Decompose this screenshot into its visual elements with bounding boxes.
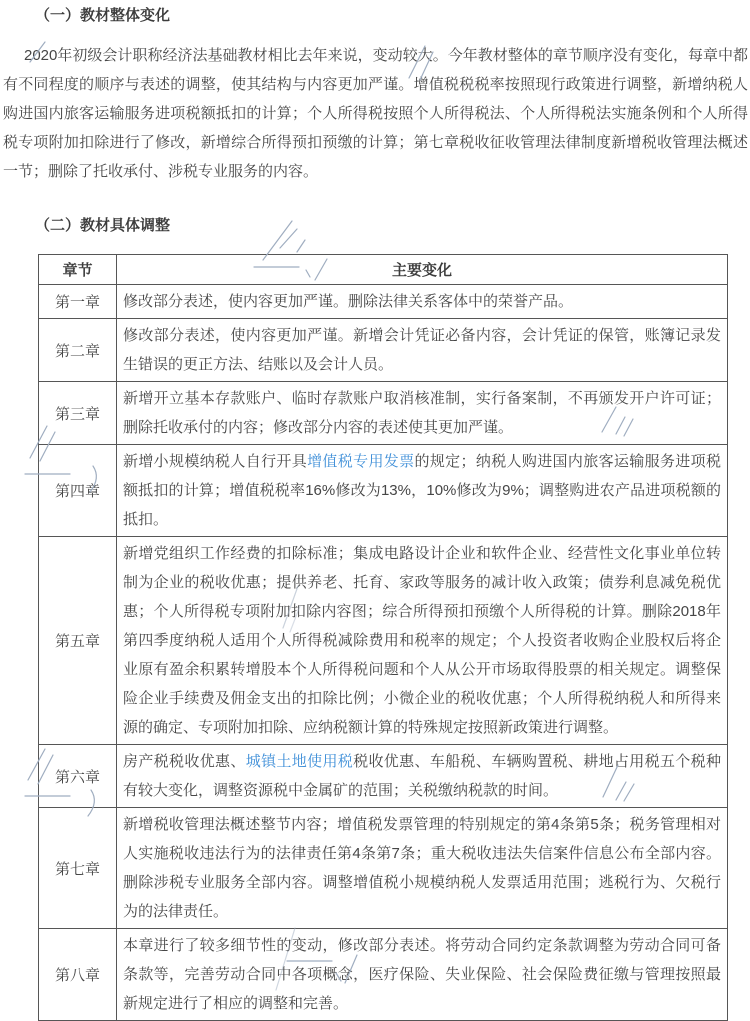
chapter-cell: 第一章: [39, 285, 117, 319]
changes-text: 的规定；纳税人购进国内旅客运输服务进项税额抵扣的计算；增值税税率16%修改为13%，10%修改为9%；调整购进农产品进项税额的抵扣。: [123, 453, 721, 528]
scribble-mark: [297, 240, 305, 252]
section-heading-overall-changes: （一）教材整体变化: [35, 7, 171, 24]
col-header-chapter: 章节: [39, 255, 117, 285]
chapter-cell: 第七章: [39, 808, 117, 929]
changes-cell: [117, 285, 728, 319]
changes-cell: [117, 445, 728, 537]
changes-text: 本章进行了较多细节性的变动，修改部分表述。将劳动合同约定条款调整为劳动合同可备条款等，完善劳动合同中各项概念，医疗保险、失业保险、社会保险费征缴与管理按照最新规定进行了相应的调整和完善。: [123, 937, 721, 1012]
changes-cell: [117, 537, 728, 745]
table-header-row: [39, 255, 728, 285]
table-row: [39, 745, 728, 808]
chapter-cell: 第五章: [39, 537, 117, 745]
chapter-cell: 第二章: [39, 319, 117, 382]
table-row: [39, 537, 728, 745]
overview-paragraph: 2020年初级会计职称经济法基础教材相比去年来说，变动较大。今年教材整体的章节顺序没有变化，每章中都有不同程度的顺序与表述的调整，使其结构与内容更加严谨。增值税税税率按照现行政策进行调整，新增纳税人购进国内旅客运输服务进项税额抵扣的计算；个人所得税按照个人所得税法、个人所得税法实施条例和个人所得税专项附加扣除进行了修改，新增综合所得预扣预缴的计算；第七章税收征收管理法律制度新增税收管理法概述一节；删除了托收承付、涉税专业服务的内容。: [3, 47, 748, 180]
section-heading-specific-adjustments: （二）教材具体调整: [35, 217, 171, 234]
changes-cell: [117, 745, 728, 808]
table-row: [39, 382, 728, 445]
changes-text: 新增党组织工作经费的扣除标准；集成电路设计企业和软件企业、经营性文化事业单位转制为企业的税收优惠；提供养老、托育、家政等服务的减计收入政策；债券利息减免税优惠；个人所得税专项附加扣除内容图；综合所得预扣预缴个人所得税的计算。删除2018年第四季度纳税人适用个人所得税减除费用和税率的规定；个人投资者收购企业股权后将企业原有盈余积累转增股本个人所得税问题和个人从公开市场取得股票的相关规定。调整保险企业手续费及佣金支出的扣除比例；小微企业的税收优惠；个人所得税纳税人和所得来源的确定、专项附加扣除、应纳税额计算的特殊规定按照新政策进行调整。: [123, 545, 721, 736]
chapter-cell: 第六章: [39, 745, 117, 808]
col-header-main-changes: 主要变化: [117, 255, 728, 285]
chapter-cell: 第三章: [39, 382, 117, 445]
changes-table-body: [39, 285, 728, 1021]
inline-term-link[interactable]: 增值税专用发票: [307, 453, 415, 470]
changes-text: 修改部分表述，使内容更加严谨。新增会计凭证必备内容，会计凭证的保管，账簿记录发生错误的更正方法、结账以及会计人员。: [123, 327, 721, 373]
table-row: [39, 929, 728, 1021]
changes-cell: [117, 319, 728, 382]
changes-text: 新增开立基本存款账户、临时存款账户取消核准制，实行备案制，不再颁发开户许可证；删除托收承付的内容；修改部分内容的表述使其更加严谨。: [123, 390, 721, 436]
chapter-cell: 第四章: [39, 445, 117, 537]
changes-text: 修改部分表述，使内容更加严谨。删除法律关系客体中的荣誉产品。: [123, 293, 574, 310]
changes-table: [38, 254, 728, 1021]
changes-cell: [117, 808, 728, 929]
chapter-cell: 第八章: [39, 929, 117, 1021]
inline-term-link[interactable]: 城镇土地使用税: [245, 753, 354, 770]
table-row: [39, 319, 728, 382]
table-row: [39, 445, 728, 537]
changes-text: 房产税税收优惠、: [123, 753, 246, 770]
changes-text: 新增税收管理法概述整节内容；增值税发票管理的特别规定的第4条第5条；税务管理相对人实施税收违法行为的法律责任第4条第7条；重大税收违法失信案件信息公布全部内容。删除涉税专业服务全部内容。调整增值税小规模纳税人发票适用范围；逃税行为、欠税行为的法律责任。: [123, 816, 721, 920]
table-row: [39, 808, 728, 929]
changes-text: 税收优惠、车船税、车辆购置税、耕地占用税五个税种有较大变化，调整资源税中金属矿的范围；关税缴纳税款的时间。: [123, 753, 721, 799]
changes-text: 新增小规模纳税人自行开具: [123, 453, 308, 470]
changes-cell: [117, 382, 728, 445]
changes-cell: [117, 929, 728, 1021]
table-row: [39, 285, 728, 319]
